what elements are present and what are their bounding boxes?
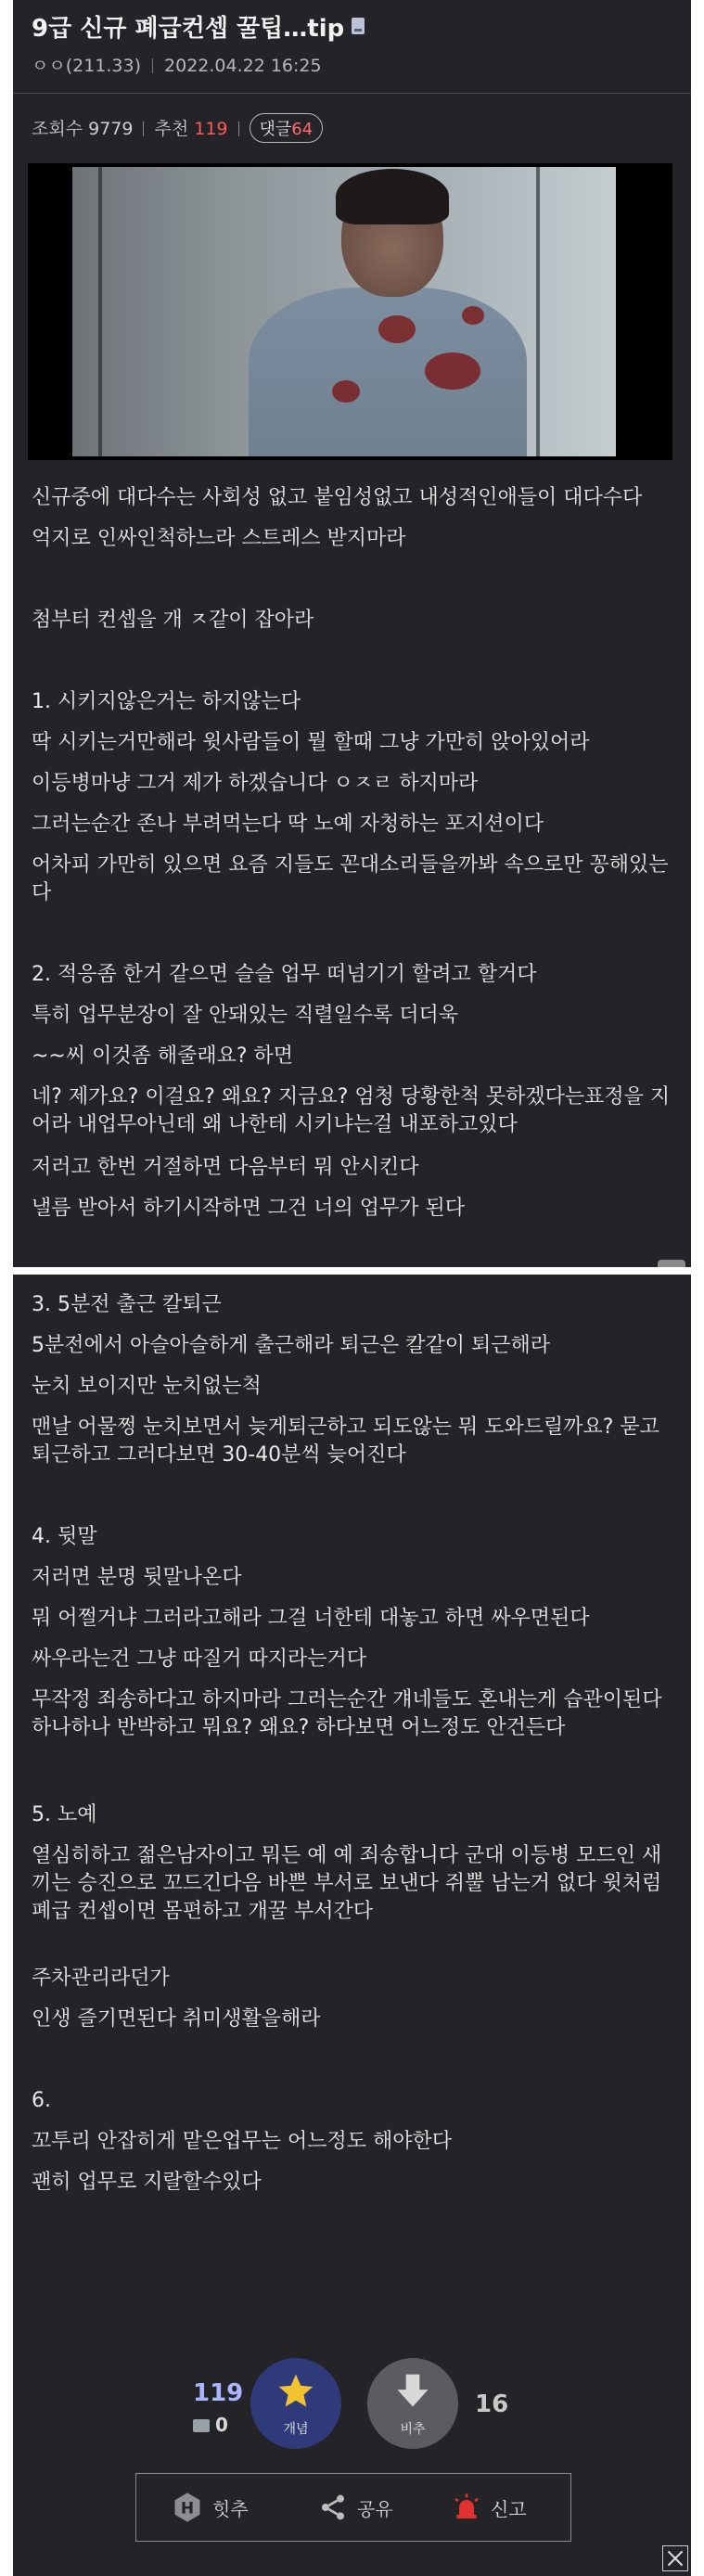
upvote-label: 개념 <box>283 2422 309 2437</box>
post-paragraph: 4. 뒷말 <box>32 1525 97 1548</box>
post-paragraph: 저러면 분명 뒷말나온다 <box>32 1566 242 1589</box>
post-paragraph: 꼬투리 안잡히게 맡은업무는 어느정도 해야한다 <box>32 2130 453 2153</box>
post-datetime: 2022.04.22 16:25 <box>164 56 322 76</box>
siren-icon <box>452 2493 481 2522</box>
post-paragraph: 괜히 업무로 지랄할수있다 <box>32 2171 262 2194</box>
share-button[interactable] <box>318 2491 393 2524</box>
downvote-count: 16 <box>475 2390 509 2418</box>
post-paragraph: 5분전에서 아슬아슬하게 출근해라 퇴근은 칼같이 퇴근해라 <box>32 1334 551 1357</box>
post-paragraph: 낼름 받아서 하기시작하면 그건 너의 업무가 된다 <box>32 1197 466 1220</box>
post-author[interactable]: ㅇㅇ(211.33) <box>32 56 142 76</box>
post-paragraph: 그러는순간 존나 부려먹는다 딱 노예 자청하는 포지션이다 <box>32 813 544 836</box>
downvote-button[interactable] <box>367 2358 458 2449</box>
image-door-frame <box>98 167 102 456</box>
post-paragraph: 5. 노예 <box>32 1803 97 1826</box>
post-paragraph: 신규중에 대다수는 사회성 없고 붙임성없고 내성적인애들이 대다수다 <box>32 486 643 509</box>
post-paragraph: 3. 5분전 출근 칼퇴근 <box>32 1293 222 1316</box>
image-person-body <box>249 288 527 456</box>
share-icon <box>318 2493 348 2522</box>
report-label: 신고 <box>491 2497 527 2520</box>
hitchu-icon <box>172 2492 203 2523</box>
post-paragraph: 2. 적응좀 한거 같으면 슬슬 업무 떠넘기기 할려고 할거다 <box>32 963 537 986</box>
post-paragraph: 네? 제가요? 이걸요? 왜요? 지금요? 엄청 당황한척 못하겠다는표정을 지어라 내업무아닌데 왜 나한테 시키냐는걸 내포하고있다 <box>32 1085 671 1136</box>
share-label: 공유 <box>357 2497 393 2520</box>
post-paragraph: 싸우라는건 그냥 따질거 따지라는거다 <box>32 1647 367 1671</box>
post-action-bar <box>135 2473 571 2542</box>
post-paragraph: 뭐 어쩔거냐 그러라고해라 그걸 너한테 대놓고 하면 싸우면된다 <box>32 1607 590 1630</box>
post-paragraph: 주차관리라던가 <box>32 1967 170 1990</box>
post-paragraph: 저러고 한번 거절하면 다음부터 뭐 안시킨다 <box>32 1156 419 1179</box>
close-button[interactable] <box>662 2545 688 2571</box>
post-panel-top <box>13 0 691 1267</box>
post-paragraph: 특히 업무분장이 잘 안돼있는 직렬일수록 더더욱 <box>32 1004 459 1027</box>
post-paragraph: 인생 즐기면된다 취미생활을해라 <box>32 2007 321 2031</box>
post-paragraph: 어차피 가만히 있으면 요즘 지들도 꼰대소리들을까봐 속으로만 꽁해있는다 <box>32 853 669 904</box>
downvote-label: 비추 <box>400 2422 426 2437</box>
image-person-hair <box>336 169 449 224</box>
post-paragraph: 눈치 보이지만 눈치없는척 <box>32 1375 262 1398</box>
post-paragraph: 이등병마냥 그거 제가 하겠습니다 ㅇㅈㄹ 하지마라 <box>32 772 479 795</box>
post-image[interactable] <box>28 163 672 460</box>
image-blood-stain <box>332 380 360 403</box>
stats-divider <box>238 122 239 136</box>
image-blood-stain <box>462 306 484 325</box>
post-meta <box>32 52 322 77</box>
star-icon <box>275 2371 316 2412</box>
mobile-phone-icon <box>352 18 365 34</box>
meta-divider <box>152 58 153 73</box>
post-title <box>32 9 365 44</box>
image-blood-stain <box>425 352 480 390</box>
comments-button[interactable] <box>250 113 324 143</box>
fixed-upvote-count <box>193 2414 228 2436</box>
post-title-text: 9급 신규 폐급컨셉 꿀팁…tip <box>32 15 345 43</box>
post-image-scene <box>72 167 616 456</box>
hitchu-label: 힛추 <box>212 2497 249 2520</box>
post-paragraph: 6. <box>32 2089 51 2112</box>
stats-divider <box>143 122 144 136</box>
post-paragraph: 맨날 어물쩡 눈치보면서 늦게퇴근하고 되도않는 뭐 도와드릴까요? 묻고 퇴근하고 그러다보면 30-40분씩 늦어진다 <box>32 1416 659 1467</box>
post-panel-bottom <box>13 1275 691 2576</box>
upvote-count: 119 <box>193 2379 244 2407</box>
comments-count: 64 <box>291 120 314 139</box>
recommend-label: 추천 <box>154 119 189 139</box>
image-blood-stain <box>378 315 416 343</box>
post-paragraph: 열심히하고 젊은남자이고 뭐든 예 예 죄송합니다 군대 이등병 모드인 새끼는 승진으로 꼬드긴다음 바쁜 부서로 보낸다 쥐뿔 남는거 없다 윗처럼 폐급 컨셉이면 몸편하고 개꿀 부서간다 <box>32 1844 662 1923</box>
svg-text:H: H <box>180 2499 195 2518</box>
post-paragraph: 무작정 죄송하다고 하지마라 그러는순간 걔네들도 혼내는게 습관이된다 하나하나 반박하고 뭐요? 왜요? 하다보면 어느정도 안건든다 <box>32 1688 662 1739</box>
scrollbar-thumb[interactable] <box>658 1260 685 1267</box>
hitchu-button[interactable] <box>172 2491 249 2524</box>
upvote-button[interactable] <box>250 2358 341 2449</box>
report-button[interactable] <box>452 2491 527 2524</box>
recommend-count: 119 <box>194 119 228 139</box>
fixed-upvote-number: 0 <box>215 2414 228 2436</box>
image-door-frame <box>536 167 540 456</box>
post-stats <box>32 113 323 143</box>
header-divider <box>13 93 691 94</box>
post-paragraph: 딱 시키는거만해라 윗사람들이 뭘 할때 그냥 가만히 앉아있어라 <box>32 731 590 754</box>
views-count: 조회수 9779 <box>32 119 134 139</box>
comments-label: 댓글 <box>259 120 292 139</box>
post-paragraph: 첨부터 컨셉을 개 ㅈ같이 잡아라 <box>32 609 314 632</box>
post-paragraph: ~~씨 이것좀 해줄래요? 하면 <box>32 1044 294 1068</box>
post-paragraph: 1. 시키지않은거는 하지않는다 <box>32 690 301 713</box>
close-icon <box>663 2546 687 2570</box>
post-paragraph: 억지로 인싸인척하느라 스트레스 받지마라 <box>32 527 406 550</box>
arrow-down-icon <box>392 2371 433 2412</box>
fixed-recommend-icon <box>193 2419 210 2432</box>
